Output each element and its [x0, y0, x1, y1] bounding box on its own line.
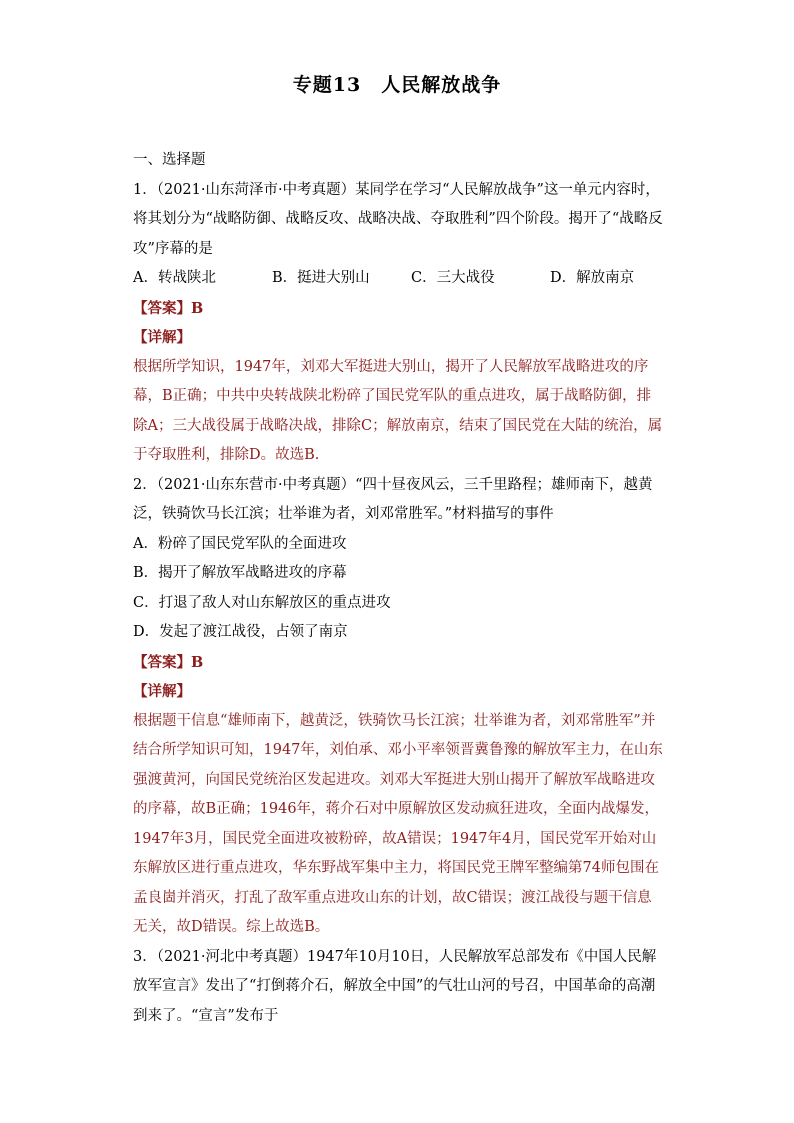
- question-2-detail: 根据题干信息“雄师南下，越黄泛，铁骑饮马长江滨；壮举谁为者，刘邓常胜军”并结合所学知识可知，1947年，刘伯承、邓小平率领晋冀鲁豫的解放军主力，在山东强渡黄河，向国民党统治区发起进攻。刘邓大军挺进大别山揭开了解放军战略进攻的序幕，故B正确；1946年，蒋介石对中原解放区发动疯狂进攻，全面内战爆发，1947年3月，国民党全面进攻被粉碎，故A错误；1947年4月，国民党军开始对山东解放区进行重点进攻，华东野战军集中主力，将国民党王牌军整编第74师包围在孟良崮并消灭，打乱了敌军重点进攻山东的计划，故C错误；渡江战役与题干信息无关，故D错误。综上故选B。: [133, 712, 663, 935]
- question-1-detail: 根据所学知识，1947年，刘邓大军挺进大别山，揭开了人民解放军战略进攻的序幕，B正确；中共中央转战陕北粉碎了国民党军队的重点进攻，属于战略防御，排除A；三大战役属于战略决战，排除C；解放南京，结束了国民党在大陆的统治，属于夺取胜利，排除D。故选B.: [133, 358, 663, 463]
- q1-option-c: C．三大战役: [411, 270, 495, 286]
- q2-option-d: D．发起了渡江战役，占领了南京: [133, 624, 348, 640]
- q1-option-a: A．转战陕北: [133, 270, 216, 286]
- q1-option-d: D．解放南京: [550, 270, 635, 286]
- q1-option-b: B．挺进大别山: [272, 270, 370, 286]
- question-2-answer: 【答案】B: [133, 653, 204, 671]
- document-body: [133, 146, 663, 1031]
- question-1-options: [133, 264, 663, 294]
- q2-option-a: A．粉碎了国民党军队的全面进攻: [133, 535, 347, 552]
- section-heading: 一、选择题: [133, 152, 206, 168]
- question-3-stem: 3．（2021·河北中考真题）1947年10月10日，人民解放军总部发布《中国人民解放军宣言》发出了“打倒蒋介石，解放全中国”的气壮山河的号召，中国革命的高潮到来了。“宣言”发布于: [133, 948, 657, 1024]
- question-1-detail-label: 【详解】: [133, 329, 191, 346]
- question-2-stem: 2．（2021·山东东营市·中考真题）“四十昼夜风云，三千里路程；雄师南下，越黄泛，铁骑饮马长江滨；壮举谁为者，刘邓常胜军。”材料描写的事件: [133, 476, 653, 522]
- page-title: 专题13 人民解放战争: [292, 74, 502, 96]
- question-1-stem: 1．（2021·山东菏泽市·中考真题）某同学在学习“人民解放战争”这一单元内容时，将其划分为“战略防御、战略反攻、战略决战、夺取胜利”四个阶段。揭开了“战略反攻”序幕的是: [133, 181, 663, 257]
- question-1-answer: 【答案】B: [133, 299, 204, 317]
- q2-option-c: C．打退了敌人对山东解放区的重点进攻: [133, 594, 391, 611]
- question-2-detail-label: 【详解】: [133, 683, 191, 700]
- q2-option-b: B．揭开了解放军战略进攻的序幕: [133, 565, 347, 581]
